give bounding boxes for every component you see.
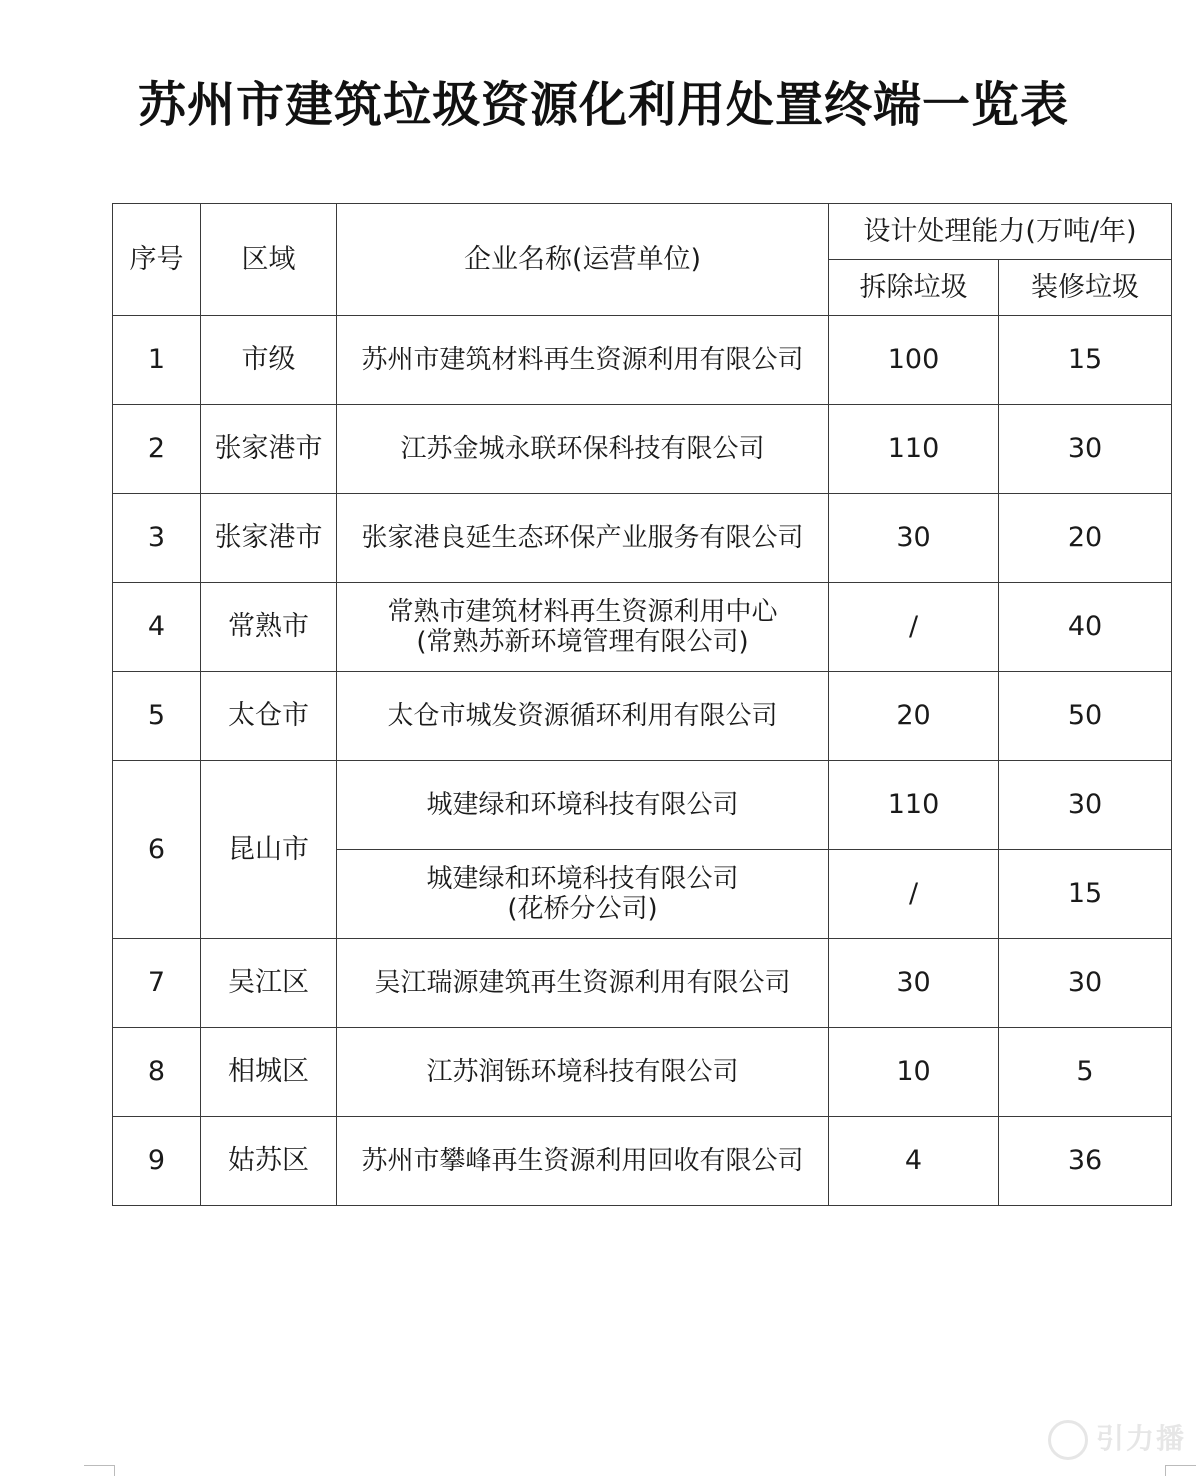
cell-company: 城建绿和环境科技有限公司 [337,761,829,850]
company-line1: 城建绿和环境科技有限公司 [426,864,739,894]
table-row [113,494,1172,583]
cell-region: 昆山市 [201,761,337,939]
cell-demolition: 30 [829,939,999,1028]
cell-index: 4 [113,583,201,672]
cell-demolition: 20 [829,672,999,761]
cell-decoration: 36 [999,1117,1172,1206]
watermark-text: 引力播 [1095,1422,1186,1455]
cell-demolition: 10 [829,1028,999,1117]
table-row [113,316,1172,405]
cell-decoration: 15 [999,316,1172,405]
cell-demolition: 110 [829,405,999,494]
cell-index: 1 [113,316,201,405]
cell-decoration: 30 [999,761,1172,850]
header-company: 企业名称(运营单位) [337,204,829,316]
cell-region: 太仓市 [201,672,337,761]
cell-decoration: 5 [999,1028,1172,1117]
cell-region: 张家港市 [201,494,337,583]
cell-demolition: 100 [829,316,999,405]
table-row [113,761,1172,850]
page-corner-mark [1165,1465,1196,1476]
cell-region: 市级 [201,316,337,405]
header-demolition: 拆除垃圾 [829,260,999,316]
cell-company: 张家港良延生态环保产业服务有限公司 [337,494,829,583]
cell-decoration: 40 [999,583,1172,672]
header-region: 区域 [201,204,337,316]
page-corner-mark [84,1465,115,1476]
table-row [113,1028,1172,1117]
cell-region: 张家港市 [201,405,337,494]
table-row [113,939,1172,1028]
cell-demolition: 30 [829,494,999,583]
table-row [113,672,1172,761]
cell-region: 吴江区 [201,939,337,1028]
cell-index: 7 [113,939,201,1028]
page-title: 苏州市建筑垃圾资源化利用处置终端一览表 [138,77,1070,133]
cell-decoration: 50 [999,672,1172,761]
cell-company [337,850,829,939]
cell-demolition: 110 [829,761,999,850]
cell-region: 常熟市 [201,583,337,672]
table-row [113,583,1172,672]
cell-region: 姑苏区 [201,1117,337,1206]
cell-company: 太仓市城发资源循环利用有限公司 [337,672,829,761]
table-row [113,405,1172,494]
cell-region: 相城区 [201,1028,337,1117]
cell-company [337,583,829,672]
cell-company: 吴江瑞源建筑再生资源利用有限公司 [337,939,829,1028]
company-line2: (常熟苏新环境管理有限公司) [416,627,749,657]
cell-demolition: / [829,850,999,939]
cell-decoration: 15 [999,850,1172,939]
cell-demolition: / [829,583,999,672]
cell-company: 江苏润铄环境科技有限公司 [337,1028,829,1117]
cell-index: 6 [113,761,201,939]
cell-index: 3 [113,494,201,583]
flower-logo-icon [1048,1420,1088,1460]
cell-index: 8 [113,1028,201,1117]
terminals-table [112,203,1172,1206]
cell-decoration: 30 [999,939,1172,1028]
header-capacity: 设计处理能力(万吨/年) [829,204,1172,260]
header-decoration: 装修垃圾 [999,260,1172,316]
watermark [1048,1417,1186,1460]
company-line2: (花桥分公司) [507,894,658,924]
table-row [113,1117,1172,1206]
cell-index: 9 [113,1117,201,1206]
cell-company: 苏州市建筑材料再生资源利用有限公司 [337,316,829,405]
header-row [113,204,1172,260]
cell-decoration: 20 [999,494,1172,583]
cell-demolition: 4 [829,1117,999,1206]
cell-index: 2 [113,405,201,494]
cell-index: 5 [113,672,201,761]
cell-company: 江苏金城永联环保科技有限公司 [337,405,829,494]
cell-decoration: 30 [999,405,1172,494]
company-line1: 常熟市建筑材料再生资源利用中心 [387,597,778,627]
cell-company: 苏州市攀峰再生资源利用回收有限公司 [337,1117,829,1206]
header-index: 序号 [113,204,201,316]
